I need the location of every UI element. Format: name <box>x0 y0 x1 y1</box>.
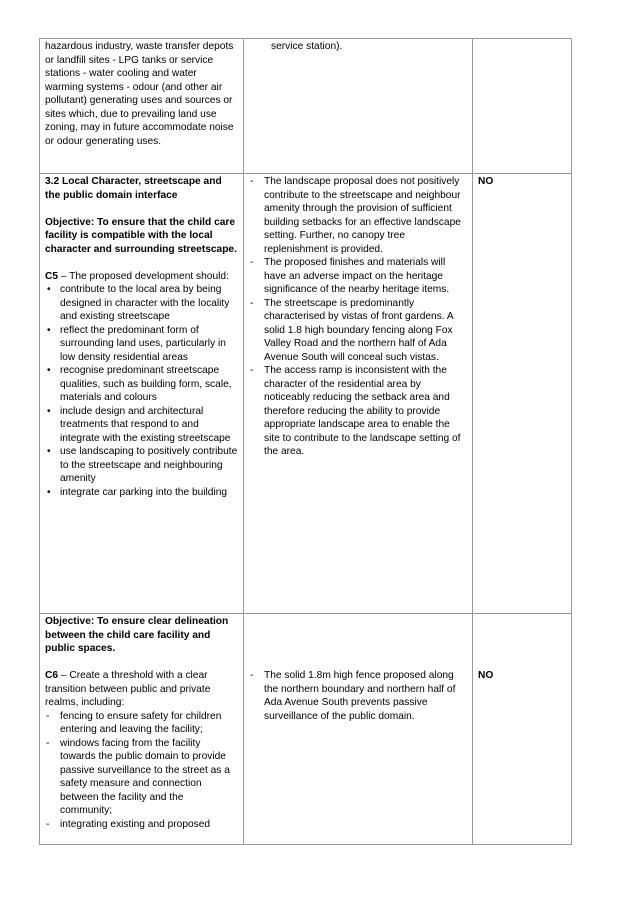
compliance-status: NO <box>478 670 494 681</box>
list-item: • recognise predominant streetscape qualities, such as building form, scale, materials and colours <box>45 364 238 405</box>
comment-cell <box>244 614 473 845</box>
compliance-status: NO <box>478 176 494 187</box>
control-cell <box>40 174 244 614</box>
list-item: - windows facing from the facility towards the public domain to provide passive surveillance to the street as a safety measure and connection between the facility and the community; <box>45 737 238 818</box>
list-item: - The landscape proposal does not positively contribute to the streetscape and neighbour amenity through the provision of sufficient building setbacks for an effective landscape setting. Further, no canopy tree replenishment is provided. <box>249 175 467 256</box>
list-item: - The access ramp is inconsistent with the character of the residential area by noticeably reducing the setback area and therefore reducing the ability to provide appropriate landscape area to enable the site to contribute to the landscape setting of the area. <box>249 364 467 459</box>
objective-text: Objective: To ensure that the child care facility is compatible with the local character and surrounding streetscape. <box>45 216 237 255</box>
list-item: • reflect the predominant form of surrounding land uses, particularly in low density residential areas <box>45 324 238 365</box>
list-item: • include design and architectural treatments that respond to and integrate with the existing streetscape <box>45 405 238 446</box>
control-statement <box>45 669 238 710</box>
comment-cell <box>244 39 473 174</box>
control-text: hazardous industry, waste transfer depots or landfill sites - LPG tanks or service stations - water cooling and water warming systems - odour (and other air pollutant) generating uses and sources or sites which, due to prevailing land use zoning, may in future accommodate noise or odour generating uses. <box>45 41 234 147</box>
table-row <box>40 39 572 174</box>
control-cell <box>40 39 244 174</box>
table-row <box>40 614 572 845</box>
comment-text: service station). <box>271 41 343 52</box>
control-description: – Create a threshold with a clear transition between public and private realms, including: <box>45 670 211 708</box>
control-dash-list <box>45 710 238 832</box>
section-heading: 3.2 Local Character, streetscape and the public domain interface <box>45 176 222 201</box>
control-code: C6 <box>45 670 59 681</box>
control-description: – The proposed development should: <box>58 270 229 282</box>
list-item: - fencing to ensure safety for children entering and leaving the facility; <box>45 710 238 737</box>
list-item: - The solid 1.8m high fence proposed along the northern boundary and northern half of Ada Avenue South prevents passive surveillance of the public domain. <box>249 669 467 723</box>
comment-list <box>249 175 467 459</box>
list-item: - integrating existing and proposed <box>45 818 238 832</box>
list-item: - The proposed finishes and materials will have an adverse impact on the heritage significance of the nearby heritage items. <box>249 256 467 297</box>
list-item: - The streetscape is predominantly characterised by vistas of front gardens. A solid 1.8 high boundary fencing along Fox Valley Road and the northern half of Ada Avenue South will conceal such vistas. <box>249 297 467 365</box>
comment-list <box>249 669 467 723</box>
objective-text: Objective: To ensure clear delineation between the child care facility and public spaces. <box>45 616 229 654</box>
control-code: C5 <box>45 270 59 282</box>
compliance-cell <box>473 39 572 174</box>
table-row <box>40 174 572 614</box>
list-item: • use landscaping to positively contribute to the streetscape and neighbouring amenity <box>45 445 238 486</box>
compliance-cell <box>473 174 572 614</box>
control-bullet-list <box>45 283 238 499</box>
list-item: • contribute to the local area by being designed in character with the locality and existing streetscape <box>45 283 238 324</box>
list-item: • integrate car parking into the building <box>45 486 238 500</box>
control-statement <box>45 270 238 284</box>
compliance-cell <box>473 614 572 845</box>
comment-cell <box>244 174 473 614</box>
control-cell <box>40 614 244 845</box>
assessment-table <box>39 38 572 845</box>
